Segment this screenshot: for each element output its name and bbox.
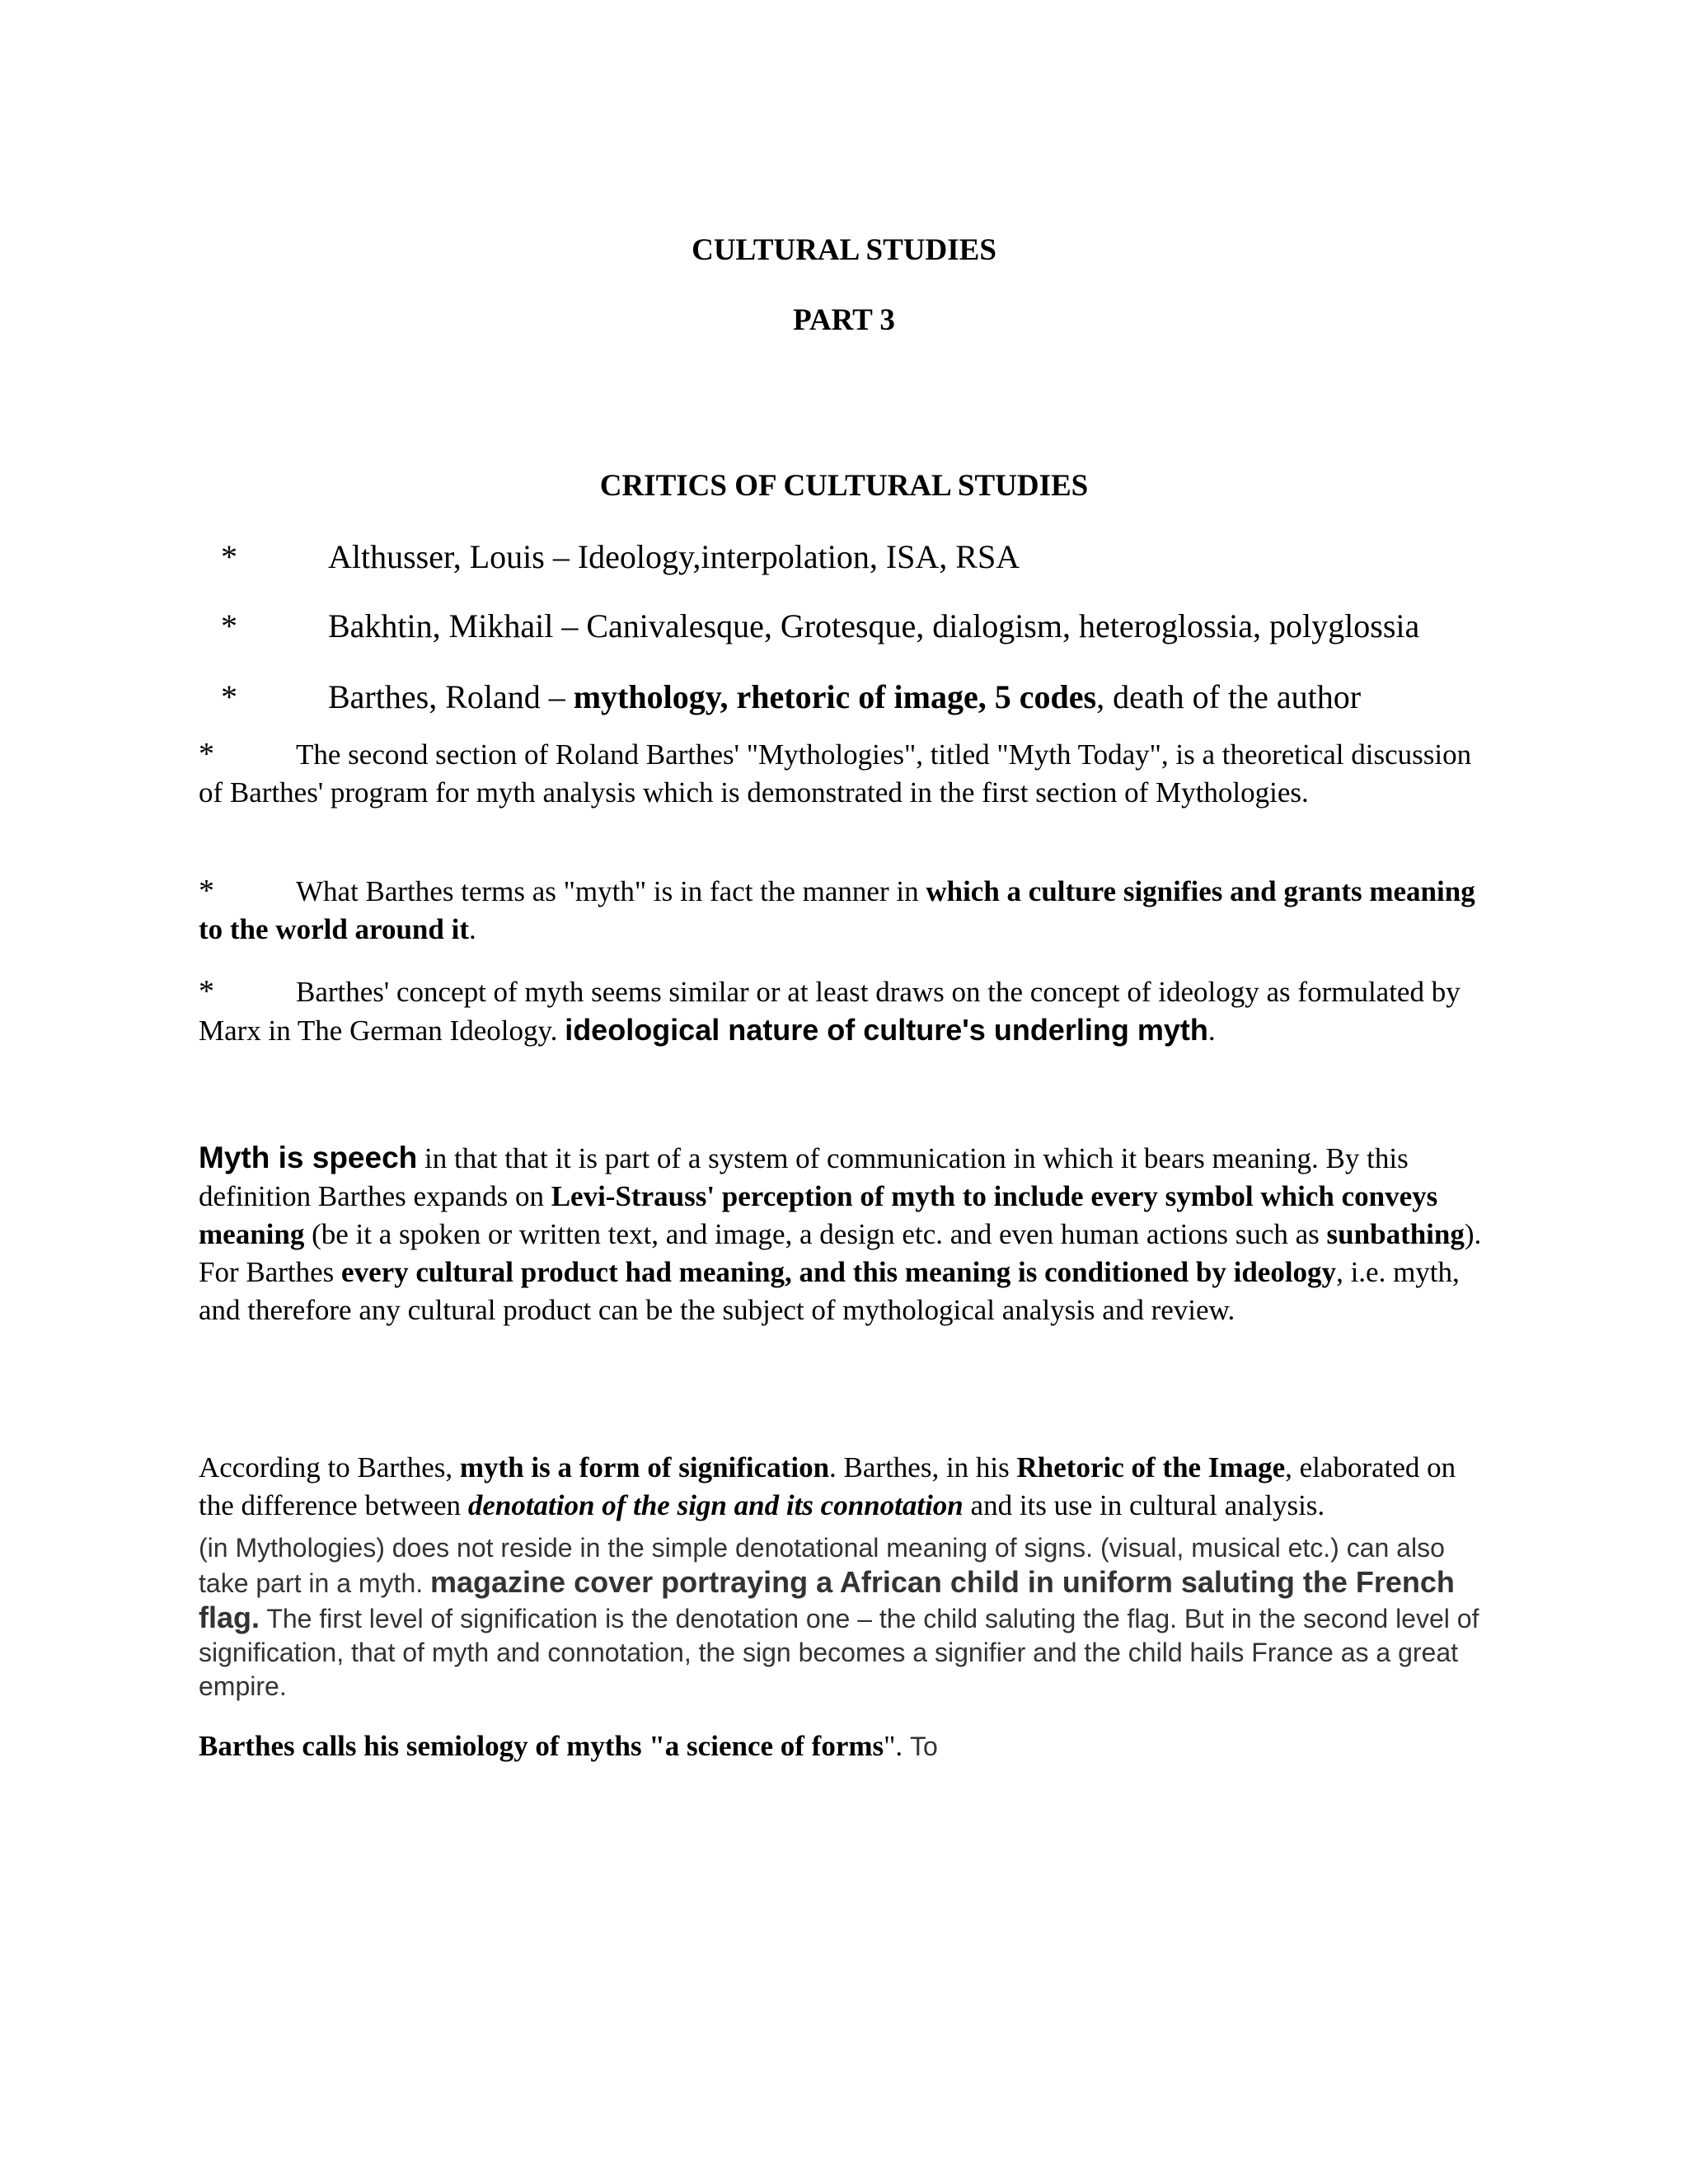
bold-run: magazine cover portraying a African child in uniform saluting the French flag. xyxy=(199,1565,1455,1634)
section-heading: CRITICS OF CULTURAL STUDIES xyxy=(599,469,1089,503)
bold-run: every cultural product had meaning, and this meaning is conditioned by ideology xyxy=(341,1256,1337,1288)
critic-terms: Ideology,interpolation, ISA, RSA xyxy=(577,538,1020,575)
document-title: CULTURAL STUDIES xyxy=(692,233,996,267)
point-end: . xyxy=(1207,1015,1216,1047)
bullet-star: * xyxy=(221,538,237,575)
point-end: . xyxy=(469,913,476,945)
critic-name: Althusser, Louis – xyxy=(328,538,578,575)
signification-paragraph xyxy=(199,1449,1493,1525)
text-run: ). For Barthes xyxy=(199,1218,1482,1288)
point-myth-today xyxy=(199,735,1493,812)
bullet-star: * xyxy=(199,874,214,908)
bold-run: Rhetoric of the Image xyxy=(1016,1451,1286,1483)
point-myth-definition xyxy=(199,872,1493,949)
point-text: The second section of Roland Barthes' "Mythologies", titled "Myth Today", is a theoretical discussion of Barthes' program for myth analysis which is demonstrated in the first section of Mythologies. xyxy=(199,738,1472,808)
text-run: . Barthes, in his xyxy=(829,1451,1017,1483)
myth-speech-lead: Myth is speech xyxy=(199,1141,418,1174)
text-run: According to Barthes, xyxy=(199,1451,460,1483)
critic-name: Bakhtin, Mikhail – xyxy=(328,607,587,644)
critic-terms-bold: mythology, rhetoric of image, 5 codes xyxy=(573,678,1097,715)
point-ideology xyxy=(199,972,1493,1050)
bold-run: sunbathing xyxy=(1326,1218,1465,1250)
bullet-star: * xyxy=(199,737,214,771)
critic-terms-rest: , death of the author xyxy=(1096,678,1362,715)
bullet-star: * xyxy=(199,974,214,1009)
text-run: ". xyxy=(884,1730,910,1762)
text-run: (be it a spoken or written text, and image, a design etc. and even human actions such as xyxy=(304,1218,1327,1250)
text-run: , elaborated on the difference between xyxy=(199,1451,1456,1521)
text-run: in that that it is part of a system of communication in which it bears meaning. By this definition Barthes expands on xyxy=(199,1142,1409,1212)
science-of-forms-paragraph xyxy=(199,1727,1493,1765)
myth-speech-paragraph xyxy=(199,1139,1493,1329)
point-text: What Barthes terms as "myth" is in fact the manner in xyxy=(296,875,926,907)
point-bold: ideological nature of culture's underling myth xyxy=(565,1013,1208,1047)
bold-run: myth is a form of signification xyxy=(459,1451,830,1483)
text-run: (in Mythologies) does not reside in the simple denotational meaning of signs. (visual, musical etc.) can also take part in a myth. xyxy=(199,1533,1445,1598)
part-label: PART 3 xyxy=(793,303,895,337)
bold-italic-run: denotation of the sign and its connotation xyxy=(467,1489,964,1521)
bullet-star: * xyxy=(221,678,237,715)
bold-run: Barthes calls his semiology of myths "a science of forms xyxy=(199,1730,884,1762)
text-run: and its use in cultural analysis. xyxy=(963,1489,1325,1521)
text-run: The first level of signification is the denotation one – the child saluting the flag. But in the second level of signification, that of myth and connotation, the sign becomes a signifier and the child hails France as a great empire. xyxy=(199,1604,1479,1701)
bold-run: Levi-Strauss' perception of myth to include every symbol which conveys meaning xyxy=(199,1180,1438,1250)
critic-name: Barthes, Roland – xyxy=(328,678,574,715)
point-bold: which a culture signifies and grants meaning to the world around it xyxy=(199,875,1475,945)
text-run: , i.e. myth, and therefore any cultural product can be the subject of mythological analysis and review. xyxy=(199,1256,1460,1326)
text-run: To xyxy=(909,1732,938,1761)
critic-terms: Canivalesque, Grotesque, dialogism, heteroglossia, polyglossia xyxy=(586,607,1420,644)
point-text: Barthes' concept of myth seems similar or at least draws on the concept of ideology as formulated by Marx in The German Ideology. xyxy=(199,976,1461,1047)
bullet-star: * xyxy=(221,607,237,644)
mythologies-note-paragraph xyxy=(199,1531,1493,1704)
